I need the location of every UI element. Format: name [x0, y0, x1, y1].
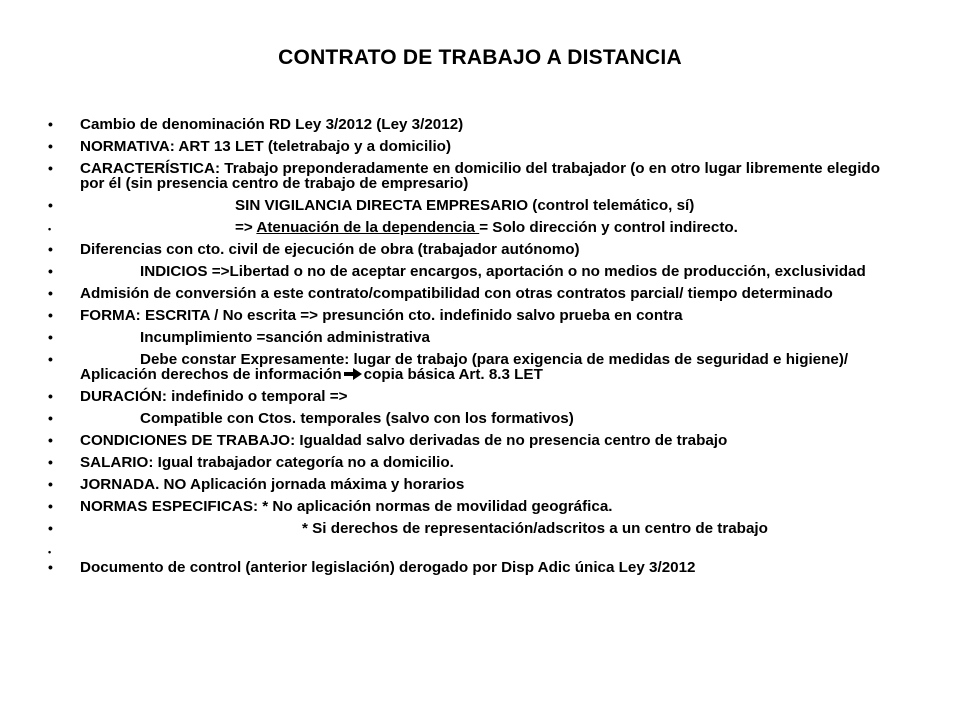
list-item — [48, 307, 900, 324]
item-text-underlined: Atenuación de la dependencia — [256, 219, 480, 236]
bullet-icon: • — [48, 307, 53, 323]
bullet-icon: • — [48, 263, 53, 279]
item-text: NORMATIVA: ART 13 LET (teletrabajo y a domicilio) — [80, 138, 452, 155]
bullet-icon: • — [48, 224, 52, 234]
list-item — [48, 351, 900, 383]
item-text: Documento de control (anterior legislación) derogado por Disp Adic única Ley 3/2012 — [80, 559, 696, 576]
list-item — [48, 559, 900, 576]
item-text — [80, 220, 738, 235]
bullet-icon: • — [48, 388, 53, 404]
bullet-icon: • — [48, 410, 53, 426]
bullet-icon: • — [48, 476, 53, 492]
bullet-icon: • — [48, 160, 53, 176]
list-item — [48, 116, 900, 133]
item-text: * Si derechos de representación/adscritos a un centro de trabajo — [302, 520, 768, 537]
item-text: DURACIÓN: indefinido o temporal => — [80, 388, 348, 405]
item-text: FORMA: ESCRITA / No escrita => presunción cto. indefinido salvo prueba en contra — [80, 307, 683, 324]
list-item — [48, 160, 900, 192]
list-item — [48, 138, 900, 155]
item-text-suffix: = Solo dirección y control indirecto. — [479, 219, 738, 236]
list-item — [48, 454, 900, 471]
list-item-empty — [48, 543, 900, 557]
item-text-suffix: copia básica Art. 8.3 LET — [363, 366, 543, 383]
item-text: SIN VIGILANCIA DIRECTA EMPRESARIO (control telemático, sí) — [235, 197, 695, 214]
list-item — [48, 520, 900, 537]
bullet-icon: • — [48, 329, 53, 345]
bullet-icon: • — [48, 454, 53, 470]
item-text: Compatible con Ctos. temporales (salvo con los formativos) — [140, 410, 574, 427]
list-item — [48, 329, 900, 346]
bullet-icon: • — [48, 351, 53, 367]
item-text: Cambio de denominación RD Ley 3/2012 (Ley 3/2012) — [80, 116, 464, 133]
list-item — [48, 241, 900, 258]
item-text: NORMAS ESPECIFICAS: * No aplicación normas de movilidad geográfica. — [80, 498, 613, 515]
bullet-icon: • — [48, 498, 53, 514]
bullet-list — [48, 116, 900, 582]
bullet-icon: • — [48, 138, 53, 154]
item-text: CARACTERÍSTICA: Trabajo preponderadamente en domicilio del trabajador (o en otro lugar libremente elegido por él (sin presencia centro de trabajo de empresario) — [80, 160, 880, 192]
list-item — [48, 219, 900, 236]
list-item — [48, 285, 900, 302]
list-item — [48, 498, 900, 515]
bullet-icon: • — [48, 285, 53, 301]
bullet-icon: • — [48, 432, 53, 448]
bullet-icon: • — [48, 520, 53, 536]
item-text: JORNADA. NO Aplicación jornada máxima y horarios — [80, 476, 465, 493]
slide-title: CONTRATO DE TRABAJO A DISTANCIA — [278, 46, 682, 69]
item-text: Debe constar Expresamente: lugar de trabajo (para exigencia de medidas de seguridad e higiene)/ Aplicación derechos de información — [80, 351, 849, 383]
list-item — [48, 263, 900, 280]
bullet-icon: • — [48, 547, 52, 557]
bullet-icon: • — [48, 116, 53, 132]
list-item — [48, 410, 900, 427]
item-text-prefix: => — [235, 219, 257, 236]
bullet-icon: • — [48, 197, 53, 213]
bullet-icon: • — [48, 559, 53, 575]
list-item — [48, 388, 900, 405]
item-text: Admisión de conversión a este contrato/compatibilidad con otras contratos parcial/ tiempo determinado — [80, 285, 833, 302]
list-item — [48, 197, 900, 214]
right-arrow-icon — [344, 368, 362, 380]
bullet-icon: • — [48, 241, 53, 257]
item-text: CONDICIONES DE TRABAJO: Igualdad salvo derivadas de no presencia centro de trabajo — [80, 432, 728, 449]
list-item — [48, 476, 900, 493]
item-text: Diferencias con cto. civil de ejecución de obra (trabajador autónomo) — [80, 241, 580, 258]
list-item — [48, 432, 900, 449]
item-text: Incumplimiento =sanción administrativa — [140, 329, 430, 346]
item-text: SALARIO: Igual trabajador categoría no a domicilio. — [80, 454, 454, 471]
item-text: INDICIOS =>Libertad o no de aceptar encargos, aportación o no medios de producción, exclusividad — [140, 263, 866, 280]
